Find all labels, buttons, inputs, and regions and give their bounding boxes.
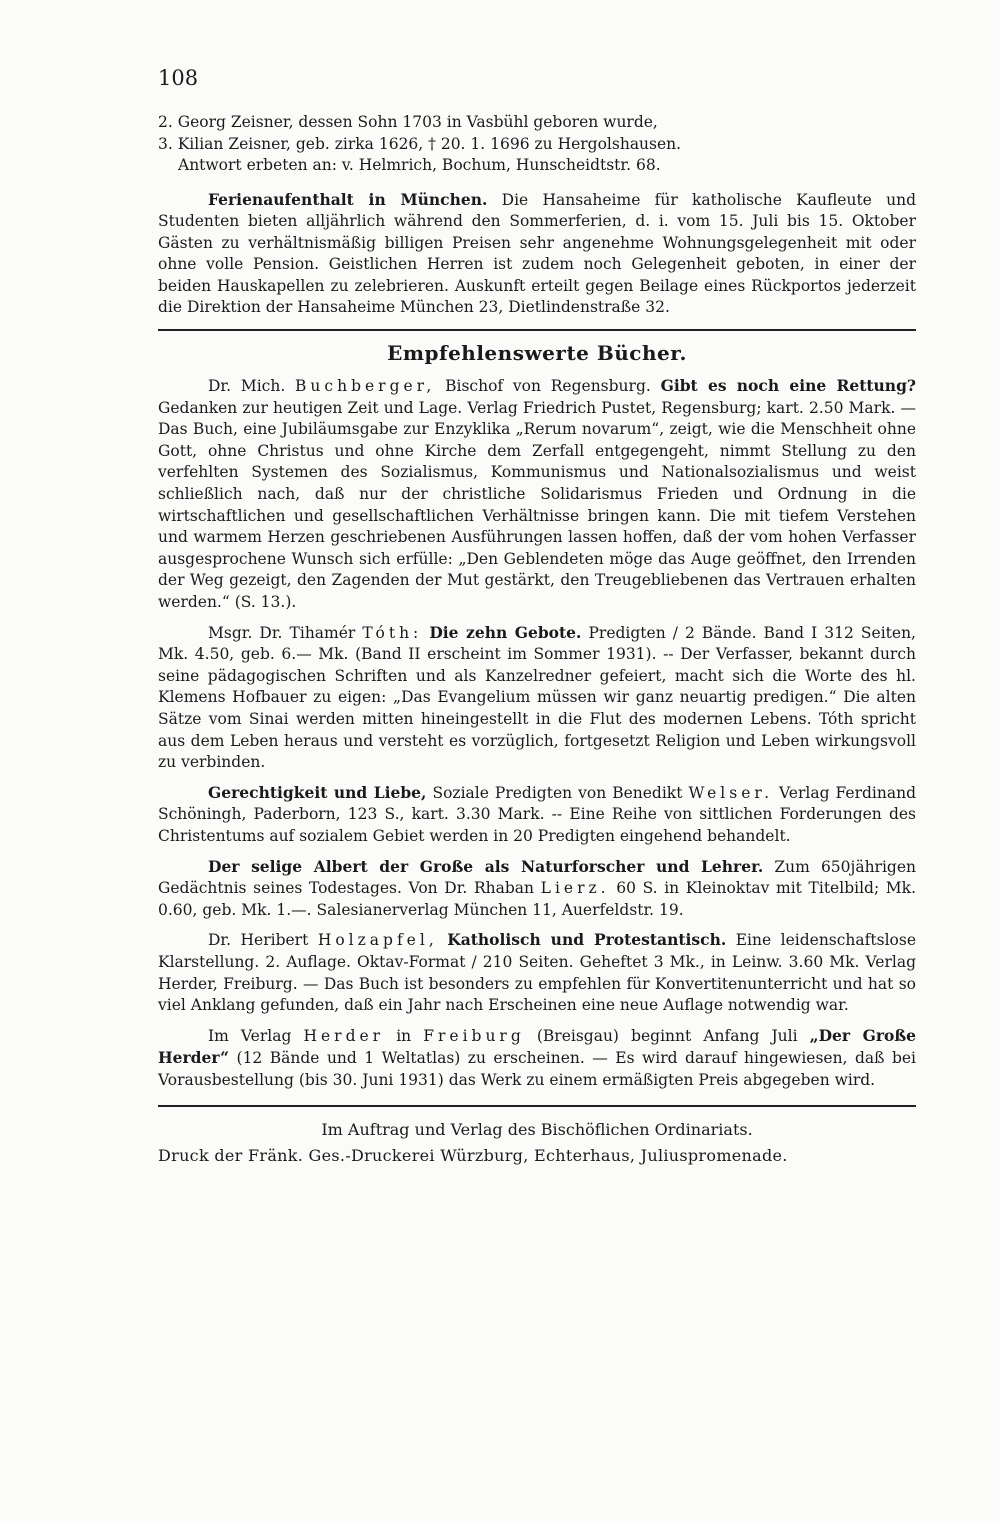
book-author: Lierz. [540,879,610,898]
book-description: 60 S. in Kleinoktav mit Titelbild; Mk. 0.60, geb. Mk. 1.—. Salesianerverlag München 11, Auerfeldstr. 19. [158,879,916,919]
book-author-prefix: Dr. Mich. [208,377,286,396]
book-entry [158,856,916,922]
book-subtitle: Zum 650jährigen Gedächtnis seines Todestages. Von Dr. Rhaban [158,857,917,898]
book-place: Freiburg [423,1026,525,1045]
book-description: Predigten / 2 Bände. Band I 312 Seiten, Mk. 4.50, geb. 6.— Mk. (Band II erscheint im Sommer 1931). -- Der Verfasser, bekannt durch seine pädagogischen Schriften und als Kanzelredner gefeiert, macht sich die Worte des hl. Klemens Hofbauer zu eigen: „Das Evangelium müssen wir ganz neuartig predigen.“ Die alten Sätze vom Sinai werden mitten hineingestellt in die Flut des modernen Lebens. Tóth spricht aus dem Leben heraus und versteht es vorzüglich, fortgesetzt Religion und Leben wirkungsvoll zu verbinden. [158,623,916,772]
book-title: Gerechtigkeit und Liebe, [208,782,427,802]
book-author: Tóth: [362,623,423,642]
book-entry [158,782,916,848]
book-title: „Der Große Herder“ [158,1025,916,1068]
book-description: Verlag Ferdinand Schöningh, Paderborn, 123 S., kart. 3.30 Mark. -- Eine Reihe von sittlichen Forderungen des Christentums auf sozialem Gebiet werden in 20 Predigten eingehend behandelt. [158,783,916,845]
book-author-role: Bischof von Regensburg. [445,377,651,396]
imprint-line-1: Im Auftrag und Verlag des Bischöflichen Ordinariats. [321,1120,753,1140]
query-reply-line: Antwort erbeten an: v. Helmrich, Bochum, Hunscheidtstr. 68. [178,156,661,174]
page-number: 108 [158,66,199,90]
ferien-text: Die Hansaheime für katholische Kaufleute und Studenten bieten alljährlich während den Sommerferien, d. i. vom 15. Juli bis 15. Oktober Gästen zu verhältnismäßig billigen Preisen sehr angenehme Wohnungsgelegenheit mit oder ohne volle Pension. Geistlichen Herren ist zudem noch Gelegenheit geboten, in einer der beiden Hauskapellen zu zelebrieren. Auskunft erteilt gegen Beilage eines Rückportos jederzeit die Direktion der Hansaheime München 23, Dietlindenstraße 32. [158,190,916,317]
book-connector: in [396,1026,412,1045]
book-author: Buchberger, [295,377,436,396]
book-title: Der selige Albert der Große als Naturforscher und Lehrer. [208,856,764,876]
imprint [158,1117,916,1169]
book-title: Katholisch und Protestantisch. [447,930,727,950]
book-author: Welser. [688,783,773,802]
book-description: Eine leidenschaftslose Klarstellung. 2. Auflage. Oktav-Format / 210 Seiten. Geheftet 3 Mk., in Leinw. 3.60 Mk. Verlag Herder, Freiburg. — Das Buch ist besonders zu empfehlen für Konvertitenunterricht und hat so viel Anklang gefunden, daß ein Jahr nach Erscheinen eine neue Auflage notwendig war. [158,931,916,1015]
book-subtitle: Soziale Predigten von Benedikt [432,783,683,802]
query-line: 2. Georg Zeisner, dessen Sohn 1703 in Vasbühl geboren wurde, [158,113,658,131]
ferien-paragraph [158,189,916,320]
book-author: Holzapfel, [317,931,438,950]
genealogy-query [158,112,916,177]
book-description: Gedanken zur heutigen Zeit und Lage. Verlag Friedrich Pustet, Regensburg; kart. 2.50 Mark. — Das Buch, eine Jubiläumsgabe zur Enzyklika „Rerum novarum“, zeigt, wie die Menschheit ohne Gott, ohne Christus und ohne Kirche dem Zerfall entgegengeht, nimmt Stellung zu den verfehlten Systemen des Sozialismus, Kommunismus und Nationalsozialismus und weist schließlich nach, daß nur der christliche Solidarismus Frieden und Ordnung in die wirtschaftlichen und gesellschaftlichen Verhältnisse bringen kann. Die mit tiefem Verstehen und warmem Herzen geschriebenen Ausführungen lassen hoffen, daß der vom hohen Verfasser ausgesprochene Wunsch sich erfülle: „Den Geblendeten möge das Auge geöffnet, den Irrenden der Weg gezeigt, den Zagenden der Mut gestärkt, den Treugebliebenen das Vertrauen erhalten werden.“ (S. 13.). [158,398,916,611]
book-publisher: Herder [303,1026,385,1045]
ferien-heading: Ferienaufenthalt in München. [208,189,488,209]
book-author-prefix: Dr. Heribert [208,931,309,950]
page [158,66,916,1169]
book-subtitle: (Breisgau) beginnt Anfang Juli [536,1026,798,1045]
book-entry [158,929,916,1016]
book-publisher-prefix: Im Verlag [208,1026,292,1045]
query-line: 3. Kilian Zeisner, geb. zirka 1626, † 20. 1. 1696 zu Hergolshausen. [158,134,682,153]
book-title: Gibt es noch eine Rettung? [660,376,916,396]
book-description: (12 Bände und 1 Weltatlas) zu erscheinen. — Es wird darauf hingewiesen, daß bei Vorausbestellung (bis 30. Juni 1931) das Werk zu einem ermäßigten Preis abgegeben wird. [158,1049,916,1089]
book-title: Die zehn Gebote. [429,622,582,642]
section-divider [158,329,916,331]
footer-divider [158,1105,916,1107]
book-entry [158,1025,916,1092]
imprint-line-2: Druck der Fränk. Ges.-Druckerei Würzburg, Echterhaus, Juliuspromenade. [158,1146,788,1166]
book-author-prefix: Msgr. Dr. Tihamér [208,623,356,642]
section-title: Empfehlenswerte Bücher. [387,341,687,366]
book-entry [158,375,916,614]
book-entry [158,622,916,774]
